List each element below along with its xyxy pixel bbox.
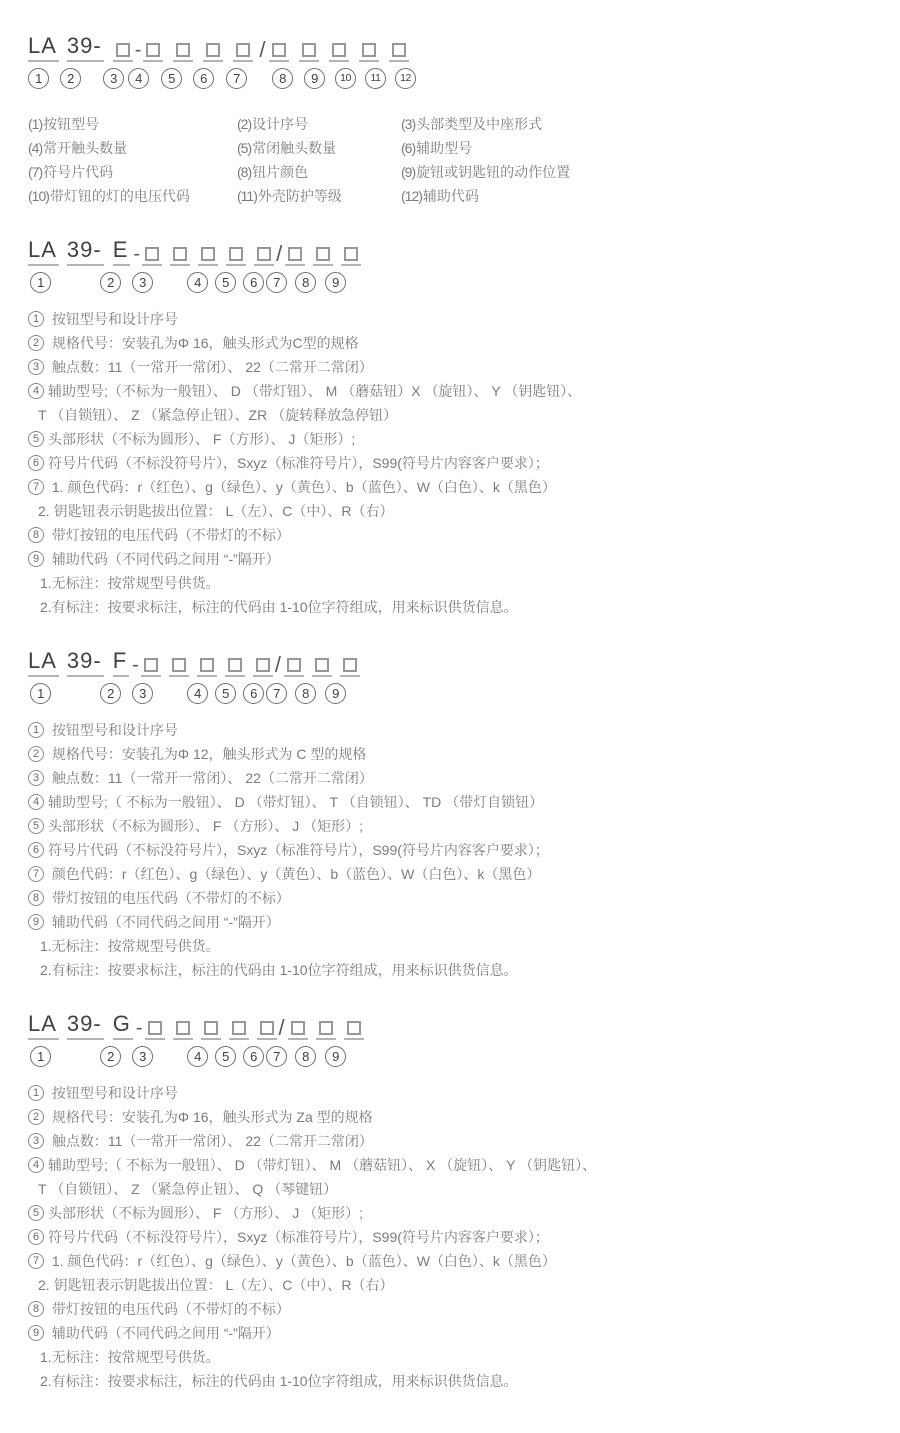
model-prefix: LA xyxy=(28,238,59,266)
spec-line: 5 头部形状（不标为圆形）、 F （方形）、 J （矩形）; xyxy=(28,1201,870,1225)
circled-number: 6 xyxy=(28,1229,44,1245)
position-number: 8 xyxy=(272,68,293,89)
code-box xyxy=(389,43,409,62)
legend-item: (5)常闭触头数量 xyxy=(237,140,337,156)
position-numbers-row xyxy=(28,270,870,294)
spec-letter: F xyxy=(113,649,129,677)
spec-subline: 1.无标注：按常规型号供货。 xyxy=(40,938,220,954)
position-number: 5 xyxy=(161,68,182,89)
spec-line: 7 1. 颜色代码：r（红色）、g（绿色）、y（黄色）、b（蓝色）、W（白色）、k（黑色） xyxy=(28,475,870,499)
position-number: 10 xyxy=(335,68,356,89)
position-number: 7 xyxy=(266,1046,287,1067)
code-box xyxy=(329,43,349,62)
legend-label: 设计序号 xyxy=(252,116,309,132)
model-series: 39- xyxy=(67,649,104,677)
position-number: 3 xyxy=(132,1046,153,1067)
dash-separator: - xyxy=(132,654,139,676)
spec-line: 2 规格代号：安装孔为Φ 16，触头形式为C型的规格 xyxy=(28,331,870,355)
legend-item: (8)钮片颜色 xyxy=(237,164,309,180)
spec-line: 1 按钮型号和设计序号 xyxy=(28,307,870,331)
code-box xyxy=(143,43,163,62)
circled-number: 7 xyxy=(28,866,44,882)
spec-line: 2 规格代号：安装孔为Φ 16，触头形式为 Za 型的规格 xyxy=(28,1105,870,1129)
circled-number: 9 xyxy=(28,551,44,567)
position-number: 3 xyxy=(132,272,153,293)
spec-line: 8 带灯按钮的电压代码（不带灯的不标） xyxy=(28,1297,870,1321)
circled-number: 5 xyxy=(28,818,44,834)
spec-line: 1 按钮型号和设计序号 xyxy=(28,1081,870,1105)
model-code-diagram-main xyxy=(28,34,870,90)
spec-line: 6 符号片代码（不标没符号片），Sxyz（标准符号片），S99(符号片内容客户要求）； xyxy=(28,1225,870,1249)
position-number: 6 xyxy=(243,683,264,704)
spec-subline: 2.有标注：按要求标注，标注的代码由 1-10位字符组成，用来标识供货信息。 xyxy=(40,599,518,615)
legend-label: 带灯钮的灯的电压代码 xyxy=(49,188,190,204)
spec-line: 7 1. 颜色代码：r（红色）、g（绿色）、y（黄色）、b（蓝色）、W（白色）、k（黑色） xyxy=(28,1249,870,1273)
position-number: 4 xyxy=(187,1046,208,1067)
model-prefix: LA xyxy=(28,649,59,677)
model-series: 39- xyxy=(67,34,104,62)
spec-line: 5 头部形状（不标为圆形）、 F （方形）、 J （矩形）; xyxy=(28,814,870,838)
legend xyxy=(28,112,870,208)
slash-separator: / xyxy=(278,1015,285,1040)
code-box xyxy=(269,43,289,62)
spec-line: 8 带灯按钮的电压代码（不带灯的不标） xyxy=(28,886,870,910)
position-numbers-row xyxy=(28,1044,870,1068)
legend-item: (4)常开触头数量 xyxy=(28,140,128,156)
circled-number: 9 xyxy=(28,914,44,930)
position-number: 8 xyxy=(295,1046,316,1067)
position-number: 8 xyxy=(295,683,316,704)
code-box xyxy=(341,247,361,266)
code-box xyxy=(170,247,190,266)
legend-label: 常闭触头数量 xyxy=(252,140,337,156)
code-box xyxy=(141,658,161,677)
position-number: 5 xyxy=(215,272,236,293)
slash-separator: / xyxy=(274,652,281,677)
circled-number: 7 xyxy=(28,479,44,495)
circled-number: 5 xyxy=(28,1205,44,1221)
legend-item: (3)头部类型及中座形式 xyxy=(401,116,543,132)
dash-separator: - xyxy=(134,39,142,61)
legend-item: (9)旋钮或钥匙钮的动作位置 xyxy=(401,164,571,180)
spec-line: 8 带灯按钮的电压代码（不带灯的不标） xyxy=(28,523,870,547)
spec-line: 2 规格代号：安装孔为Φ 12，触头形式为 C 型的规格 xyxy=(28,742,870,766)
spec-line: 7 颜色代码：r（红色）、g（绿色）、y（黄色）、b（蓝色）、W（白色）、k（黑色） xyxy=(28,862,870,886)
code-box xyxy=(344,1021,364,1040)
position-number: 1 xyxy=(30,683,51,704)
code-box xyxy=(285,247,305,266)
spec-letter: E xyxy=(113,238,131,266)
position-number: 9 xyxy=(325,1046,346,1067)
circled-number: 8 xyxy=(28,890,44,906)
position-number: 8 xyxy=(295,272,316,293)
position-number: 5 xyxy=(215,1046,236,1067)
code-box xyxy=(173,43,193,62)
spec-line: 4 辅助型号;（ 不标为一般钮）、 D （带灯钮）、 T （自锁钮）、 TD （带灯自锁钮） xyxy=(28,790,870,814)
model-prefix: LA xyxy=(28,34,59,62)
circled-number: 8 xyxy=(28,527,44,543)
code-box xyxy=(169,658,189,677)
position-number: 3 xyxy=(103,68,124,89)
position-number: 2 xyxy=(100,683,121,704)
position-number: 6 xyxy=(243,272,264,293)
spec-line: 5 头部形状（不标为圆形）、 F（方形）、 J（矩形）; xyxy=(28,427,870,451)
spec-line-continuation: T （自锁钮）、 Z （紧急停止钮）、ZR （旋转释放急停钮） xyxy=(38,407,398,423)
circled-number: 2 xyxy=(28,746,44,762)
legend-label: 钮片颜色 xyxy=(252,164,309,180)
position-number: 4 xyxy=(128,68,149,89)
legend-item: (7)符号片代码 xyxy=(28,164,114,180)
circled-number: 4 xyxy=(28,383,44,399)
model-series: 39- xyxy=(67,1012,104,1040)
spec-line: 9 辅助代码（不同代码之间用 “-”隔开） xyxy=(28,910,870,934)
circled-number: 6 xyxy=(28,455,44,471)
position-number: 9 xyxy=(325,683,346,704)
model-prefix: LA xyxy=(28,1012,59,1040)
model-series: 39- xyxy=(67,238,104,266)
model-code-row xyxy=(28,1012,870,1040)
legend-item: (12)辅助代码 xyxy=(401,188,479,204)
code-box xyxy=(257,1021,277,1040)
circled-number: 3 xyxy=(28,359,44,375)
position-number: 7 xyxy=(266,272,287,293)
circled-number: 8 xyxy=(28,1301,44,1317)
circled-number: 3 xyxy=(28,1133,44,1149)
code-box xyxy=(201,1021,221,1040)
legend-label: 辅助代码 xyxy=(422,188,479,204)
code-box xyxy=(229,1021,249,1040)
code-box xyxy=(226,247,246,266)
position-numbers-row xyxy=(28,66,870,90)
legend-label: 符号片代码 xyxy=(43,164,114,180)
spec-line: 4 辅助型号;（ 不标为一般钮）、 D （带灯钮）、 M （蘑菇钮）、 X （旋钮）、 Y （钥匙钮）、 xyxy=(28,1153,870,1177)
model-code-diagram-la39e xyxy=(28,238,870,294)
position-number: 7 xyxy=(266,683,287,704)
spec-line-continuation: 2. 钥匙钮表示钥匙拔出位置： L（左）、C（中）、R（右） xyxy=(38,1277,394,1293)
code-box xyxy=(284,658,304,677)
spec-line: 6 符号片代码（不标没符号片），Sxyz（标准符号片），S99(符号片内容客户要求）； xyxy=(28,451,870,475)
code-box xyxy=(253,658,273,677)
position-number: 3 xyxy=(132,683,153,704)
spec-section-la39g xyxy=(28,1081,870,1393)
position-number: 2 xyxy=(100,1046,121,1067)
circled-number: 1 xyxy=(28,722,44,738)
code-box xyxy=(198,247,218,266)
code-box xyxy=(233,43,253,62)
legend-label: 常开触头数量 xyxy=(43,140,128,156)
slash-separator: / xyxy=(276,241,283,266)
position-number: 11 xyxy=(365,68,386,89)
spec-subline: 1.无标注：按常规型号供货。 xyxy=(40,1349,220,1365)
circled-number: 1 xyxy=(28,1085,44,1101)
position-number: 7 xyxy=(226,68,247,89)
model-code-diagram-la39g xyxy=(28,1012,870,1068)
code-box xyxy=(340,658,360,677)
circled-number: 7 xyxy=(28,1253,44,1269)
circled-number: 2 xyxy=(28,335,44,351)
position-number: 1 xyxy=(30,272,51,293)
slash-separator: / xyxy=(259,37,266,62)
legend-item: (6)辅助型号 xyxy=(401,140,473,156)
circled-number: 5 xyxy=(28,431,44,447)
position-number: 6 xyxy=(193,68,214,89)
legend-label: 辅助型号 xyxy=(416,140,473,156)
position-number: 4 xyxy=(187,272,208,293)
model-code-row xyxy=(28,649,870,677)
spec-line: 9 辅助代码（不同代码之间用 “-”隔开） xyxy=(28,547,870,571)
model-code-diagram-la39f xyxy=(28,649,870,705)
code-box xyxy=(316,1021,336,1040)
legend-item: (11)外壳防护等级 xyxy=(237,188,342,204)
code-box xyxy=(142,247,162,266)
code-box xyxy=(313,247,333,266)
legend-item: (10)带灯钮的灯的电压代码 xyxy=(28,188,190,204)
circled-number: 3 xyxy=(28,770,44,786)
code-box xyxy=(299,43,319,62)
circled-number: 6 xyxy=(28,842,44,858)
spec-letter: G xyxy=(113,1012,133,1040)
spec-line: 3 触点数：11（一常开一常闭）、 22（二常开二常闭） xyxy=(28,355,870,379)
code-box xyxy=(197,658,217,677)
code-box xyxy=(359,43,379,62)
circled-number: 2 xyxy=(28,1109,44,1125)
spec-line: 4 辅助型号;（不标为一般钮）、 D （带灯钮）、 M （蘑菇钮）X （旋钮）、 Y （钥匙钮）、 xyxy=(28,379,870,403)
position-number: 9 xyxy=(325,272,346,293)
position-number: 1 xyxy=(28,68,49,89)
position-number: 9 xyxy=(304,68,325,89)
spec-subline: 1.无标注：按常规型号供货。 xyxy=(40,575,220,591)
spec-line-continuation: T （自锁钮）、 Z （紧急停止钮）、 Q （琴键钮） xyxy=(38,1181,338,1197)
position-number: 2 xyxy=(60,68,81,89)
code-box xyxy=(288,1021,308,1040)
code-box xyxy=(173,1021,193,1040)
spec-line: 3 触点数：11（一常开一常闭）、 22（二常开二常闭） xyxy=(28,1129,870,1153)
model-code-row xyxy=(28,238,870,266)
spec-section-la39e xyxy=(28,307,870,619)
code-box xyxy=(225,658,245,677)
position-number: 2 xyxy=(100,272,121,293)
code-box xyxy=(254,247,274,266)
circled-number: 9 xyxy=(28,1325,44,1341)
position-number: 5 xyxy=(215,683,236,704)
spec-line: 3 触点数：11（一常开一常闭）、 22（二常开二常闭） xyxy=(28,766,870,790)
spec-line-continuation: 2. 钥匙钮表示钥匙拔出位置： L（左）、C（中）、R（右） xyxy=(38,503,394,519)
legend-item: (2)设计序号 xyxy=(237,116,309,132)
dash-separator: - xyxy=(133,243,141,265)
circled-number: 4 xyxy=(28,794,44,810)
circled-number: 4 xyxy=(28,1157,44,1173)
legend-label: 头部类型及中座形式 xyxy=(416,116,543,132)
circled-number: 1 xyxy=(28,311,44,327)
spec-line: 1 按钮型号和设计序号 xyxy=(28,718,870,742)
position-numbers-row xyxy=(28,681,870,705)
spec-subline: 2.有标注：按要求标注，标注的代码由 1-10位字符组成，用来标识供货信息。 xyxy=(40,962,518,978)
position-number: 1 xyxy=(30,1046,51,1067)
code-box xyxy=(203,43,223,62)
legend-label: 旋钮或钥匙钮的动作位置 xyxy=(416,164,571,180)
legend-item: (1)按钮型号 xyxy=(28,116,100,132)
position-number: 6 xyxy=(243,1046,264,1067)
legend-label: 按钮型号 xyxy=(43,116,100,132)
spec-line: 9 辅助代码（不同代码之间用 “-”隔开） xyxy=(28,1321,870,1345)
position-number: 12 xyxy=(395,68,416,89)
spec-subline: 2.有标注：按要求标注，标注的代码由 1-10位字符组成，用来标识供货信息。 xyxy=(40,1373,518,1389)
code-box xyxy=(145,1021,165,1040)
dash-separator: - xyxy=(135,1017,143,1039)
code-box xyxy=(312,658,332,677)
spec-line: 6 符号片代码（不标没符号片），Sxyz（标准符号片），S99(符号片内容客户要求）； xyxy=(28,838,870,862)
spec-section-la39f xyxy=(28,718,870,982)
code-box xyxy=(113,43,133,62)
legend-label: 外壳防护等级 xyxy=(257,188,342,204)
position-number: 4 xyxy=(187,683,208,704)
model-code-row xyxy=(28,34,870,62)
